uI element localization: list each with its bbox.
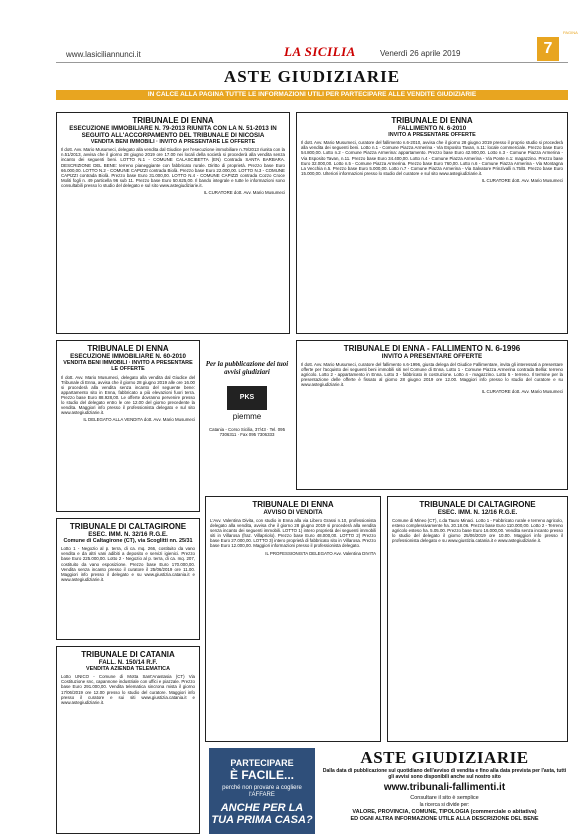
issue-date: Venerdì 26 aprile 2019 [380,49,461,58]
notice-enna-60-2010 [56,340,200,512]
notice-court: TRIBUNALE DI CALTAGIRONE [419,500,536,509]
section-subtitle: IN CALCE ALLA PAGINA TUTTE LE INFORMAZIONI UTILI PER PARTECIPARE ALLE VENDITE GIUDIZIARIE [56,90,568,100]
notice-enna-avviso-vendita [205,496,381,742]
notice-signature: IL DELEGATO ALLA VENDITA dott. Avv. Mario Musumeci [83,417,195,423]
notice-sub: Comune di Caltagirone (CT), via Scoglitti nn. 25/31 [63,538,193,544]
notice-caltagirone-32-16 [56,518,200,640]
ad-consult: Consultare il sito è semplice [410,795,479,801]
notice-body: Lotto 1 - Negozio al p. terra, di ca. mq. 266, costituito da vano vendita e da altri vani adibiti a deposito e servizi igienici. Prezzo base Euro 225.000,00. Lotto 2 - Negozio al p. terra, di ca. mq. 207, costituito da vano esposizione. Prezzo base Euro 170.000,00. Vendita senza incanto presso il curatore il 25/06/2019 ore 11.00. Maggiori info presso il delegato e su www.giustizia.catania.it e www.astegiudiziarie.it. [61,546,195,582]
notice-enna-79-2013 [56,112,290,334]
promo-address: Catania - Corso Sicilia, 37/43 · Tel. 095 7306311 · Fax 095 7306333 [208,427,286,437]
section-title: ASTE GIUDIZIARIE [223,67,401,86]
ad-line4: ANCHE PER LA TUA PRIMA CASA? [211,802,313,826]
ad-footer: ED OGNI ALTRA INFORMAZIONE UTILE ALLA DESCRIZIONE DEL BENE [350,816,539,822]
notice-body: Lotto UNICO - Comune di Motta Sant'Anastasia (CT) Via Costituzione snc, capannone industriale con uffici e piazzale. Prezzo base Euro 291.000,00. Vendita telematica sincrona mista il giorno 17/06/2019 ore 12.00 presso lo studio del curatore. Maggiori info presso il curatore e sui siti www.giustizia.catania.it e www.astegiudiziarie.it. [61,674,195,705]
notice-body: Il dott. Avv. Mario Musumeci, curatore del fallimento n.6-1996, giusta delega del Giudice Fallimentare, invita gli interessati a presentare offerte per l'acquisto dei seguenti beni immobili siti nel Comune di Enna. Lotto 1 - Comune Piazza Armerina contrada Bellia: terreno agricolo. Lotto 2 - appartamento in Enna. Lotto 3 - fabbricato in costruzione. Lotto 4 - magazzino. Lotto 5 - terreno. Il termine per la presentazione delle offerte è fissato al giorno 28 giugno 2019 ore 12.00. Maggiori info presso lo studio del curatore e su www.astegiudiziarie.it. [301,362,563,388]
notice-signature: IL CURATORE dott. Avv. Mario Musumeci [481,389,563,395]
ad-search-by: la ricerca si divide per: [419,802,470,808]
ad-aste-giudiziarie [321,748,568,834]
promo-title: Per la pubblicazione dei tuoi avvisi giudiziari [205,360,289,376]
ad-line1: PARTECIPARE [230,758,294,768]
notice-body: Il dott. Avv. Mario Musumeci, curatore del fallimento n.6-2010, avvisa che il giorno 28 giugno 2019 presso il proprio studio si procederà alla vendita dei seguenti beni. Lotto n.1 - Comune Piazza Armerina - Via Esposito Tavan, n.11: locale commerciale. Prezzo base Euro 54.800,00. Lotto n.2 - Comune Piazza Armerina: appartamento. Prezzo base Euro 42.900,00. Lotto n.3 - Comune Piazza Armerina - Via Esposito Tavan, n.11. Prezzo base Euro 34.400,00. Lotto n.4 - Comune Piazza Armerina - Via Ponte n.1: magazzino. Prezzo base Euro 32.000,00. Lotto n.5 - Comune Piazza Armerina. Prezzo base Euro 760,00. Lotto n.6 - Comune Piazza Armerina - Via Montagna La Vecchia n.5. Prezzo base Euro 5.000,00. Lotto n.7 - Comune Piazza Armerina - Via Salvatore Prinzivalli n.75/B. Prezzo base Euro 15.000,00. Ulteriori informazioni presso lo studio del curatore e sul sito www.astegiudiziarie.it. [301,140,563,176]
ad-site-link[interactable]: www.tribunali-fallimenti.it [383,782,506,793]
notice-body: Il dott. Avv. Mario Musumeci, delegato alla vendita dal Giudice del Tribunale di Enna, avvisa che il giorno 28 giugno 2019 alle ore 16.00 si procederà alla vendita senza incanto del seguente bene: appartamento sito in Enna, fabbricato a più elevazioni fuori terra. Prezzo base Euro 88.928,00. Le offerte dovranno pervenire presso lo studio del delegato entro le ore 12.00 del giorno precedente la vendita. Maggiori info presso il professionista delegato e sul sito www.astegiudiziarie.it. [61,374,195,416]
promo-logo: PKS [227,386,267,410]
notice-heading: INVITO A PRESENTARE OFFERTE [381,353,483,360]
page-header: www.lasiciliannunci.it LA SICILIA Venerdì 26 aprile 2019 7 PAGINA [66,30,578,59]
advertising-promo [205,340,289,490]
notice-heading: ESEC. IMM. N. 12/16 R.G.E. [437,509,518,516]
notice-heading: FALLIMENTO N. 6-2010 [397,125,467,132]
notice-heading: ESEC. IMM. N. 32/16 R.G.E. [88,531,168,538]
notice-court: TRIBUNALE DI ENNA [87,344,169,353]
notice-court: TRIBUNALE DI ENNA [252,500,334,509]
notice-court: TRIBUNALE DI ENNA [132,116,214,125]
notice-court: TRIBUNALE DI ENNA [391,116,473,125]
promo-brand: piemme [232,412,262,421]
ad-line3: perché non provare a cogliere l'AFFARE [222,785,302,798]
notice-signature: IL CURATORE dott. Avv. Mario Musumeci [203,190,285,196]
notice-body: L'Avv. Valentina Divita, con studio in Enna alla via Libero Grassi n.10, professionista delegato alla vendita, avvisa che il giorno 28 giugno 2019 si procederà alla vendita senza incanto dei seguenti immobili. LOTTO 1) intero proprietà dei seguenti immobili siti in Villarosa (fraz. Villapriolo). Prezzo base Euro 48.000,00. LOTTO 2) Prezzo base Euro 27.000,00. LOTTO 3) intero proprietà di fabbricato sito in Villarosa. Prezzo base Euro 12.000,00. Maggiori informazioni presso il professionista delegato. [210,518,376,549]
notice-court: TRIBUNALE DI CALTAGIRONE [69,522,187,531]
header-rule [56,62,568,63]
ad-line2: È FACILE... [229,768,294,782]
ad-title: ASTE GIUDIZIARIE [360,748,529,767]
ad-partecipare [209,748,315,834]
page-label-vertical: PAGINA [563,30,578,35]
notice-body: Comune di Mineo (CT), c.da Tauro Minaci. Lotto 1 - Fabbricato rurale e terreno agricolo, esteso complessivamente ha. 20.18.06. Prezzo base Euro 110.000,00. Lotto 2 - Terreno agricolo esteso ha. 5.05.00. Prezzo base Euro 16.000,00. Vendita senza incanto presso lo studio del delegato il giorno 25/06/2019 ore 10.00. Maggiori info presso il professionista delegato e su www.giustizia.catania.it e www.astegiudiziarie.it. [392,518,563,544]
notice-heading: FALL. N. 150/14 R.F. [98,659,158,666]
notice-heading: ESECUZIONE IMMOBILIARE N. 79-2013 RIUNITA CON LA N. 51-2013 IN SEGUITO ALL'ACCORPAMENTO DEL TRIBUNALE DI NICOSIA [69,125,277,139]
ad-intro: Dalla data di pubblicazione sul quotidiano dell'avviso di vendita e fino alla data prevista per l'asta, tutti gli avvisi sono disponibili anche sul nostro sito [322,768,567,780]
notice-caltagirone-12-16 [387,496,568,742]
notice-signature: IL PROFESSIONISTA DELEGATO Avv. Valentina DIVITA [265,550,376,556]
notice-enna-fall-6-2010 [296,112,568,334]
section-header [56,67,568,107]
notice-sub: VENDITA AZIENDA TELEMATICA [86,666,170,672]
notice-court: TRIBUNALE DI CATANIA [81,650,175,659]
notice-court: TRIBUNALE DI ENNA - FALLIMENTO N. 6-1996 [343,344,521,353]
notice-heading: AVVISO DI VENDITA [263,509,323,516]
notice-sub: VENDITA BENI IMMOBILI · INVITO A PRESENTARE LE OFFERTE [63,360,193,373]
ad-criteria: VALORE, PROVINCIA, COMUNE, TIPOLOGIA (commerciale o abitativa) [352,809,537,815]
notice-enna-fall-6-1996 [296,340,568,490]
notice-sub: INVITO A PRESENTARE OFFERTE [388,132,476,138]
notice-signature: IL CURATORE dott. Avv. Mario Musumeci [481,177,563,183]
site-url[interactable]: www.lasiciliannunci.it [66,50,141,59]
notice-heading: ESECUZIONE IMMOBILIARE N. 60-2010 [70,353,186,360]
notice-body: Il dott. Avv. Mario Musumeci, delegato alla vendita dal Giudice per l'esecuzione immobiliare n.79/2013 riunita con la n.51/2013, avvisa che il giorno 28 giugno 2019 ore 17.00 nei locali della società si procederà alla vendita senza incanto dei seguenti beni. LOTTO N.1 - COMUNE CALASCIBETTA (EN) Contrada SANTA BARBARA. DESCRIZIONE DEL BENE: terreno pianeggiante con fabbricato rurale. Diritto di proprietà. Prezzo base Euro 66.000,00. LOTTO N.2 - COMUNE CAPIZZI contrada Biolà. Prezzo base Euro 22.000,00. LOTTO N.3 - COMUNE CAPIZZI contrada Biolà. Prezzo base Euro 31.000,00. LOTTO N.4 - COMUNE CAPIZZI contrada Cozzo Croce Moliti fogli n. 49 particella 96 sub 11. Prezzo base Euro 50.625,00. Il bando integrale e tutte le informazioni sono consultabili presso lo studio del delegato e sul sito www.astegiudiziarie.it. [61,147,285,188]
page-number: 7 [537,37,559,61]
notice-catania-150-14 [56,646,200,834]
notice-sub: VENDITA BENI IMMOBILI · INVITO A PRESENTARE LE OFFERTE [90,139,256,145]
